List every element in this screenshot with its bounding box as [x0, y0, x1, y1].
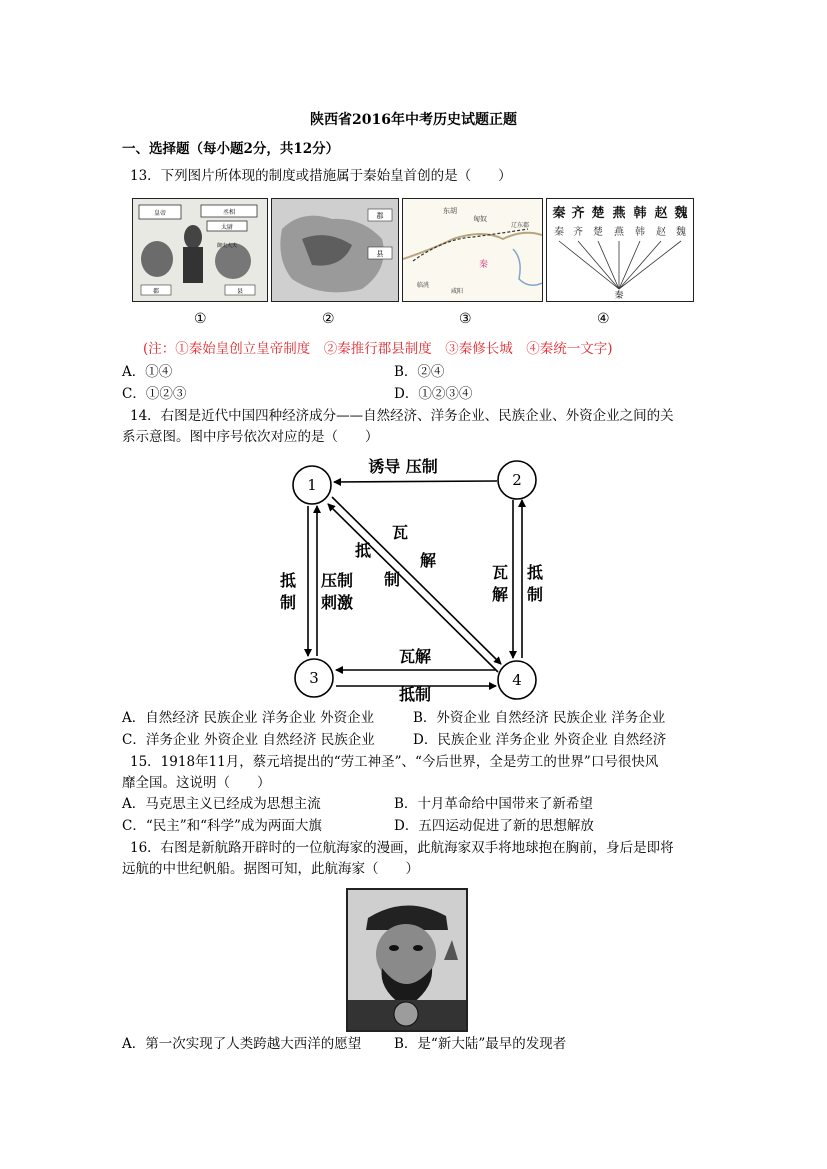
img3-label-xianyang: 咸阳 — [451, 288, 464, 295]
q15-option-c[interactable]: C．“民主”和“科学”成为两面大旗 — [122, 818, 322, 834]
img2-label-xian: 县 — [376, 250, 384, 258]
img1-label-taiwei: 太尉 — [220, 224, 234, 231]
label-left-b-2: 刺激 — [320, 593, 354, 612]
q13-option-b[interactable]: B．②④ — [394, 364, 445, 380]
q15-stem-line1: 15．1918年11月，蔡元培提出的“劳工神圣”、“今后世界，全是劳工的世界”口号很快风 — [130, 754, 659, 770]
q14-stem-line1: 14．右图是近代中国四种经济成分——自然经济、洋务企业、民族企业、外资企业之间的关 — [130, 408, 674, 424]
img4-seal-qi: 齐 — [573, 227, 583, 238]
q14-option-d[interactable]: D．民族企业 洋务企业 外资企业 自然经济 — [413, 732, 667, 748]
img4-char-yan: 燕 — [612, 206, 626, 221]
q13-image-4 — [546, 198, 694, 302]
page-title: 陕西省2016年中考历史试题正题 — [310, 112, 517, 128]
img4-char-wei: 魏 — [674, 206, 688, 221]
q13-image-2 — [271, 198, 399, 302]
q16-stem-line2: 远航的中世纪帆船。据图可知，此航海家（ ） — [122, 861, 419, 877]
q13-image-3 — [402, 198, 543, 302]
img4-char-chu: 楚 — [591, 206, 605, 221]
node-3-label: 3 — [309, 669, 319, 687]
q16-option-a[interactable]: A．第一次实现了人类跨越大西洋的愿望 — [122, 1036, 362, 1052]
arrow-1-to-4 — [332, 497, 501, 664]
unified-script-chart — [547, 199, 693, 301]
img3-label-xiongnu: 匈奴 — [473, 215, 487, 223]
label-right-b-1: 抵 — [526, 563, 544, 582]
q15-option-d[interactable]: D．五四运动促进了新的思想解放 — [394, 818, 594, 834]
node-2-label: 2 — [512, 471, 522, 489]
label-left-a-2: 制 — [279, 593, 297, 612]
label-right-a-1: 瓦 — [491, 563, 509, 582]
q14-stem-line2: 系示意图。图中序号依次对应的是（ ） — [122, 429, 379, 445]
label-top: 诱导 压制 — [368, 457, 438, 476]
img4-char-han: 韩 — [633, 206, 647, 221]
q15-stem-line2: 靡全国。这说明（ ） — [122, 775, 271, 791]
q14-relationship-diagram — [270, 448, 560, 708]
q13-marker-1: ① — [194, 311, 207, 327]
img4-char-qi: 齐 — [571, 206, 585, 221]
img4-char-qin: 秦 — [552, 206, 566, 221]
q14-option-b[interactable]: B．外资企业 自然经济 民族企业 洋务企业 — [413, 710, 666, 726]
label-bottom: 抵制 — [398, 685, 432, 704]
node-4-label: 4 — [512, 671, 522, 689]
img1-label-chancellor: 丞相 — [222, 209, 236, 216]
section-heading: 一、选择题（每小题2分，共12分） — [122, 141, 340, 157]
label-right-a-2: 解 — [491, 585, 509, 604]
img4-result-char: 秦 — [614, 291, 624, 301]
arrow-2-to-1 — [334, 481, 497, 482]
q13-option-a[interactable]: A．①④ — [122, 364, 173, 380]
node-1-label: 1 — [307, 476, 317, 494]
img4-seal-chu: 楚 — [593, 227, 603, 238]
q13-option-c[interactable]: C．①②③ — [122, 386, 187, 402]
label-diag-b-2: 解 — [419, 551, 437, 570]
q15-option-b[interactable]: B．十月革命给中国带来了新希望 — [394, 796, 593, 812]
img4-seal-yan: 燕 — [614, 227, 624, 238]
navigator-cartoon — [346, 888, 468, 1032]
q13-marker-3: ③ — [459, 311, 472, 327]
q16-stem-line1: 16．右图是新航路开辟时的一位航海家的漫画，此航海家双手将地球抱在胸前，身后是即将 — [130, 840, 674, 856]
img1-label-emperor: 皇帝 — [153, 210, 167, 217]
img4-char-zhao: 赵 — [654, 206, 668, 221]
q16-option-b[interactable]: B．是“新大陆”最早的发现者 — [394, 1036, 567, 1052]
q13-note: (注：①秦始皇创立皇帝制度 ②秦推行郡县制度 ③秦修长城 ④秦统一文字) — [143, 341, 613, 357]
label-diag-b-1: 瓦 — [391, 523, 409, 542]
label-bottom-top: 瓦解 — [398, 647, 432, 666]
label-left-a-1: 抵 — [279, 571, 297, 590]
q13-stem: 13．下列图片所体现的制度或措施属于秦始皇首创的是（ ） — [130, 168, 512, 184]
img4-seal-han: 韩 — [635, 227, 645, 238]
img1-label-yushi: 御史大夫 — [216, 243, 238, 249]
img4-seal-qin: 秦 — [554, 227, 564, 238]
label-right-b-2: 制 — [526, 585, 544, 604]
img1-label-xian: 县 — [236, 288, 244, 295]
img4-seal-zhao: 赵 — [656, 227, 666, 238]
img1-label-jun: 郡 — [152, 288, 160, 295]
q13-image-1 — [132, 198, 268, 302]
label-diag-a-1: 抵 — [354, 541, 372, 560]
img3-label-donghu: 东胡 — [443, 207, 457, 215]
q13-marker-2: ② — [322, 311, 335, 327]
q13-option-d[interactable]: D．①②③④ — [394, 386, 473, 402]
emperor-system-chart — [133, 199, 267, 301]
img2-label-jun: 郡 — [376, 212, 384, 220]
great-wall-map — [403, 199, 542, 301]
navigator-portrait — [348, 890, 466, 1030]
commandery-map — [272, 199, 398, 301]
q15-option-a[interactable]: A．马克思主义已经成为思想主流 — [122, 796, 321, 812]
q14-option-a[interactable]: A．自然经济 民族企业 洋务企业 外资企业 — [122, 710, 375, 726]
label-diag-a-2: 制 — [383, 570, 401, 589]
label-left-b-1: 压制 — [320, 571, 354, 590]
img4-seal-wei: 魏 — [676, 227, 686, 238]
img3-label-qin: 秦 — [479, 260, 489, 270]
img3-label-liaodong: 辽东郡 — [511, 222, 530, 229]
q13-marker-4: ④ — [597, 311, 610, 327]
q14-option-c[interactable]: C．洋务企业 外资企业 自然经济 民族企业 — [122, 732, 375, 748]
img3-label-lintao: 临洮 — [417, 282, 430, 289]
